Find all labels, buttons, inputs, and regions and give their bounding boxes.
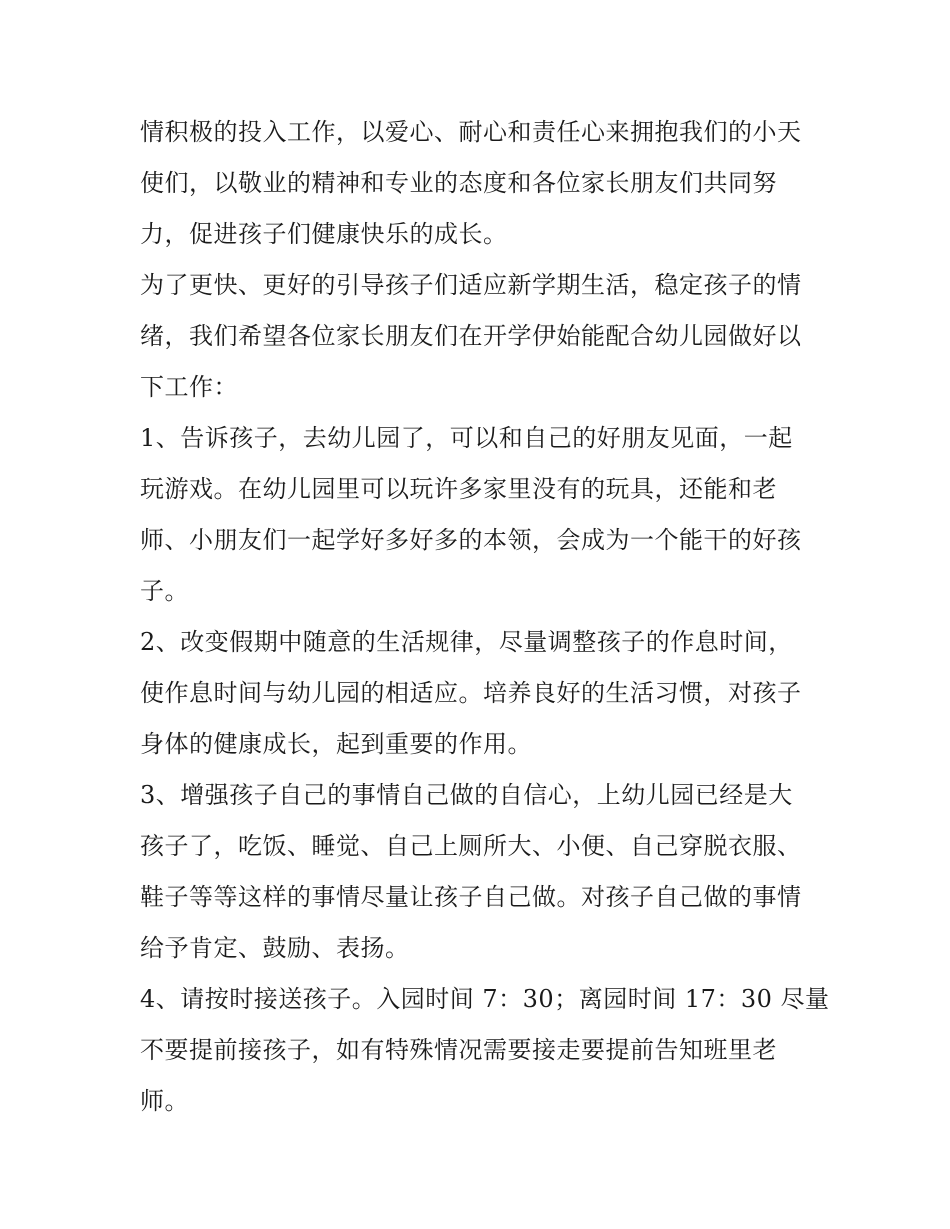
text-line: 1、告诉孩子，去幼儿园了，可以和自己的好朋友见面，一起 <box>140 424 793 452</box>
text-line: 2、改变假期中随意的生活规律，尽量调整孩子的作息时间， <box>140 628 793 656</box>
document-body <box>140 107 830 1127</box>
text-line: 孩子了，吃饭、睡觉、自己上厕所大、小便、自己穿脱衣服、 <box>140 832 802 860</box>
text-line: 4、请按时接送孩子。入园时间 7：30；离园时间 17：30 尽量 <box>140 985 830 1013</box>
text-line: 子。 <box>140 577 189 605</box>
text-line: 使作息时间与幼儿园的相适应。培养良好的生活习惯，对孩子 <box>140 679 802 707</box>
text-line: 力，促进孩子们健康快乐的成长。 <box>140 220 508 248</box>
text-line: 3、增强孩子自己的事情自己做的自信心，上幼儿园已经是大 <box>140 781 793 809</box>
text-line: 下工作： <box>140 373 238 401</box>
text-line: 师。 <box>140 1087 189 1115</box>
text-line: 鞋子等等这样的事情尽量让孩子自己做。对孩子自己做的事情 <box>140 883 802 911</box>
text-line: 师、小朋友们一起学好多好多的本领，会成为一个能干的好孩 <box>140 526 802 554</box>
text-line: 使们，以敬业的精神和专业的态度和各位家长朋友们共同努 <box>140 169 777 197</box>
text-line: 玩游戏。在幼儿园里可以玩许多家里没有的玩具，还能和老 <box>140 475 777 503</box>
text-line: 身体的健康成长，起到重要的作用。 <box>140 730 532 758</box>
text-line: 绪，我们希望各位家长朋友们在开学伊始能配合幼儿园做好以 <box>140 322 802 350</box>
text-line: 给予肯定、鼓励、表扬。 <box>140 934 410 962</box>
text-line: 不要提前接孩子，如有特殊情况需要接走要提前告知班里老 <box>140 1036 777 1064</box>
text-line: 为了更快、更好的引导孩子们适应新学期生活，稳定孩子的情 <box>140 271 802 299</box>
text-line: 情积极的投入工作，以爱心、耐心和责任心来拥抱我们的小天 <box>140 118 802 146</box>
